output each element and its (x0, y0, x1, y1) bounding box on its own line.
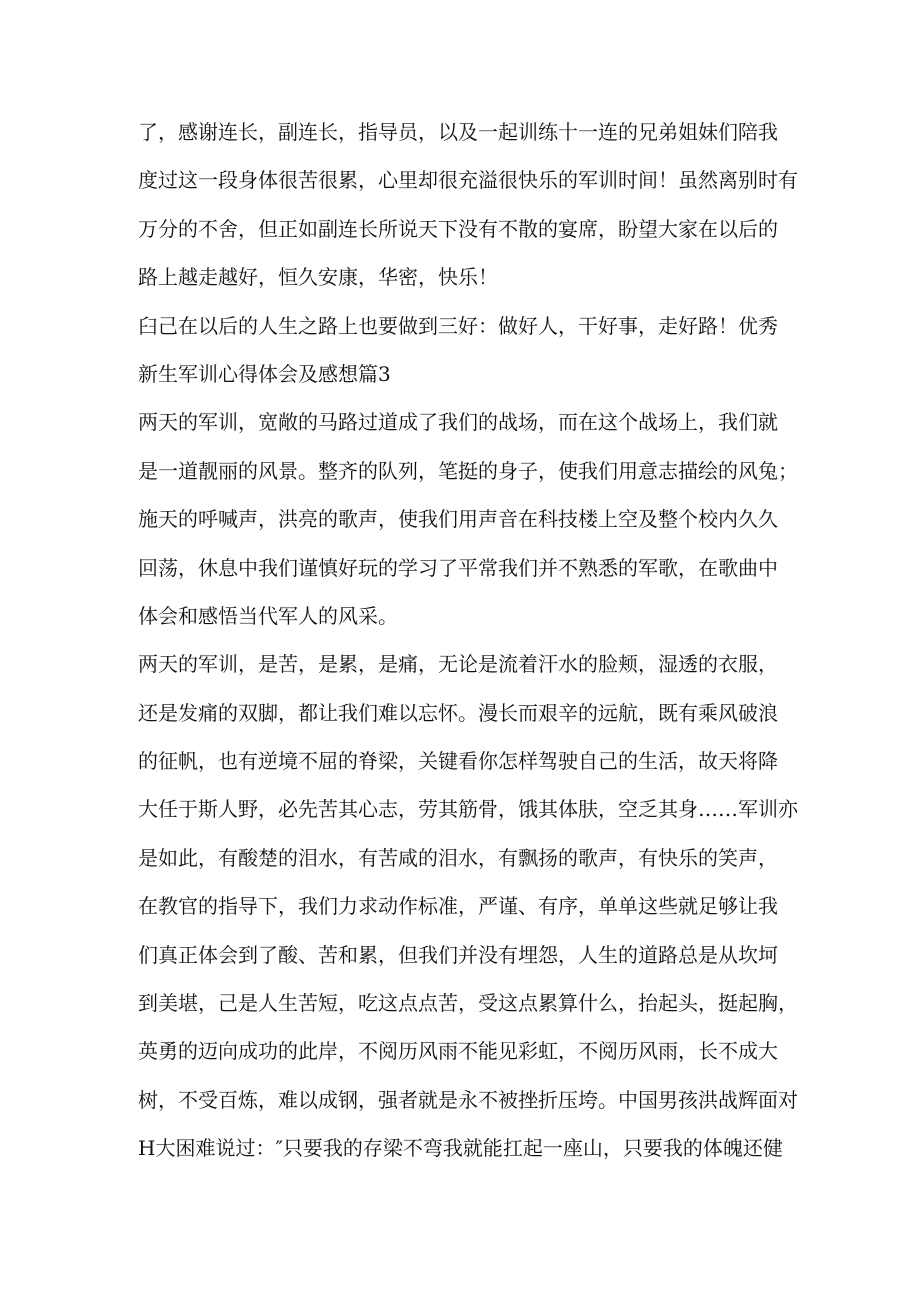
text-line: 到美堪，己是人生苦短，吃这点点苦，受这点累算什么，抬起头，挺起胸， (138, 991, 798, 1016)
text-line: 是如此，有酸楚的泪水，有苦咸的泪水，有飘扬的歌声，有快乐的笑声， (138, 845, 778, 870)
text-line: 臼己在以后的人生之路上也要做到三好：做好人，干好事，走好路！优秀 (138, 313, 778, 338)
text-line: 度过这一段身体很苦很累，心里却很充溢很快乐的军训时间！虽然离别时有 (138, 168, 798, 193)
text-line: 万分的不舍，但正如副连长所说天下没有不散的宴席，盼望大家在以后的 (138, 216, 778, 241)
body-text (138, 108, 798, 1173)
section-heading-line: 新生军训心得体会及感想篇3 (138, 361, 391, 386)
text-line: 施天的呼喊声，洪亮的歌声，使我们用声音在科技楼上空及整个校内久久 (138, 507, 778, 532)
text-line: 是一道靓丽的风景。整齐的队列，笔挺的身子，使我们用意志描绘的风兔； (138, 458, 798, 483)
text-line: H大困难说过：″只要我的存梁不弯我就能扛起一座山，只要我的体魄还健 (138, 1136, 783, 1161)
text-line: 还是发痛的双脚，都让我们难以忘怀。漫长而艰辛的远航，既有乘风破浪 (138, 700, 778, 725)
text-line: 回荡，休息中我们谨慎好玩的学习了平常我们并不熟悉的军歌，在歌曲中 (138, 555, 778, 580)
text-line: 英勇的迈向成功的此岸，不阅历风雨不能见彩虹，不阅历风雨，长不成大 (138, 1039, 778, 1064)
text-line: 树，不受百炼，难以成钢，强者就是永不被挫折压垮。中国男孩洪战辉面对 (138, 1087, 798, 1112)
text-line: 两天的军训，是苦，是累，是痛，无论是流着汗水的脸颊，湿透的衣服， (138, 652, 778, 677)
text-line: 了，感谢连长，副连长，指导员，以及一起训练十一连的兄弟姐妹们陪我 (138, 120, 778, 144)
text-line: 大任于斯人野，必先苦其心志，劳其筋骨，饿其体肤，空乏其身……军训亦 (138, 797, 798, 822)
text-line: 体会和感悟当代军人的风采。 (138, 603, 398, 628)
text-line: 们真正体会到了酸、苦和累，但我们并没有埋怨，人生的道路总是从坎坷 (138, 942, 778, 967)
text-line: 两天的军训，宽敞的马路过道成了我们的战场，而在这个战场上，我们就 (138, 410, 778, 435)
text-line: 路上越走越好，恒久安康，华密，快乐！ (138, 265, 498, 290)
text-line: 在教官的指导下，我们力求动作标准，严谨、有序，单单这些就足够让我 (138, 894, 778, 919)
text-line: 的征帆，也有逆境不屈的脊梁，关键看你怎样驾驶自己的生活，故天将降 (138, 749, 778, 774)
